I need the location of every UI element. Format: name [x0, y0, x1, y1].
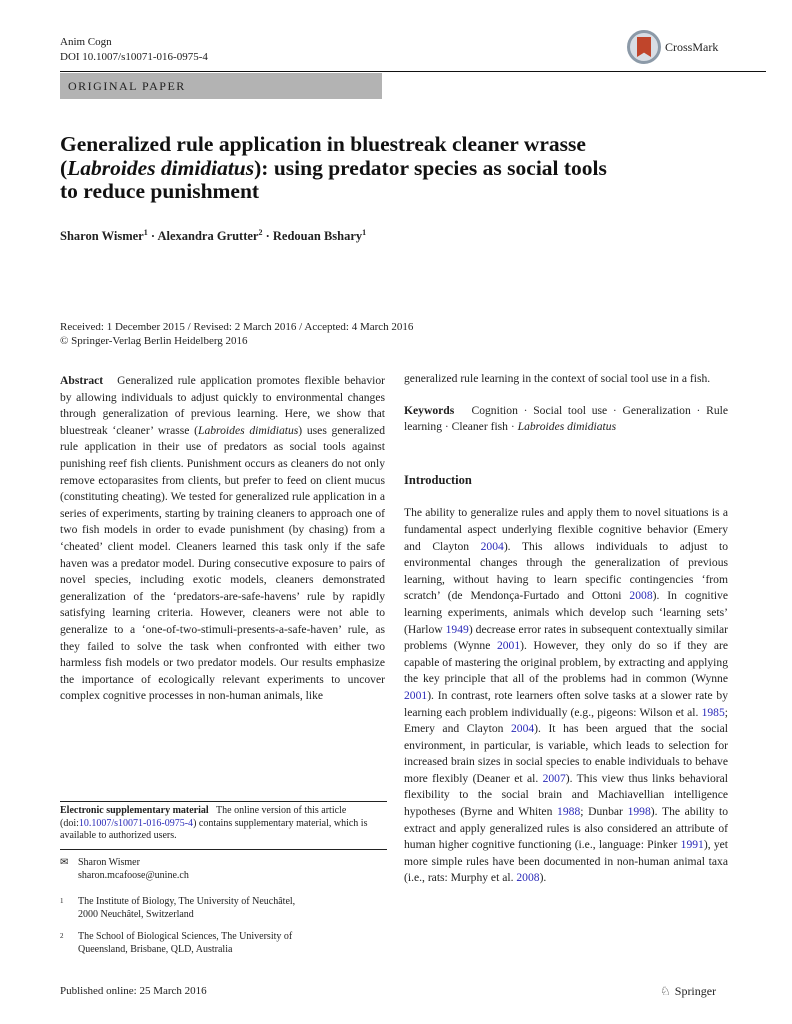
dates-line: Received: 1 December 2015 / Revised: 2 March 2016 / Accepted: 4 March 2016 [60, 321, 414, 333]
publisher-logo [660, 984, 716, 999]
corresponding-author: ✉ Sharon Wismer sharon.mcafoose@unine.ch [60, 857, 189, 881]
citation-link[interactable]: 2001 [404, 688, 428, 702]
keywords-label: Keywords [404, 403, 455, 417]
citation-link[interactable]: 1998 [627, 805, 651, 819]
supplementary-doi-link[interactable]: 10.1007/s10071-016-0975-4 [78, 817, 194, 829]
abstract: Abstract Generalized rule application promotes flexible behavior by allowing individuals to adjust quickly to environmental changes through generalization of previous learning. Here, we show that bluestreak ‘cleaner’ wrasse (Labroides dimidiatus) uses generalized rule application in their use of predators as social tools against punishing reef fish clients. Punishment occurs as cleaners do not only remove ectoparasites from clients, but prefer to feed on client mucus (constituting cheating). We tested for generalized rule application in a series of experiments, starting by training cleaners to approach one of two fish models in order to evade punishment (by chasing) from a ‘cheated’ client model. Cleaners learned this task only if the safe haven was a predator model. During consecutive exposure to pairs of novel species, including exotic models, cleaners demonstrated generalization of the ‘predators-are-safe-havens’ rule by rapidly satisfying learning criteria. However, cleaners were not able to generalize to a ‘one-of-two-stimuli-presents-a-safe-haven’ rule, as they failed to solve the task when confronted with either two harmless fish models or two predator models. Our results emphasize the importance of ecologically relevant experiments to uncover complex cognitive processes in non-human animals, like [60, 374, 385, 703]
crossmark-badge[interactable] [627, 30, 718, 64]
abstract-label: Abstract [60, 374, 104, 387]
published-online: Published online: 25 March 2016 [60, 985, 207, 997]
title-species: Labroides dimidiatus [67, 155, 255, 180]
citation-link[interactable]: 2008 [629, 589, 653, 603]
envelope-icon: ✉ [60, 857, 69, 868]
citation-link[interactable]: 2001 [496, 639, 521, 653]
article-history [60, 320, 413, 348]
email-link[interactable]: sharon.mcafoose@unine.ch [78, 870, 189, 881]
springer-horse-icon: ♘ [660, 984, 671, 998]
copyright-line: © Springer-Verlag Berlin Heidelberg 2016 [60, 335, 248, 347]
affiliation-1: 1 The Institute of Biology, The University of Neuchâtel, 2000 Neuchâtel, Switzerland [60, 896, 296, 920]
doi: DOI 10.1007/s10071-016-0975-4 [60, 51, 208, 63]
citation-link[interactable]: 1991 [680, 838, 704, 852]
author-link[interactable]: Alexandra Grutter$^2$ [157, 228, 263, 244]
author-link[interactable]: Sharon Wismer$^1$ [60, 228, 148, 244]
citation-link[interactable]: 2007 [542, 771, 566, 785]
author-link[interactable]: Redouan Bshary$^1$ [272, 228, 367, 244]
journal-header [60, 35, 208, 65]
affiliation-2: 2 The School of Biological Sciences, The University of Queensland, Brisbane, QLD, Australia [60, 931, 293, 955]
right-column [404, 371, 728, 887]
citation-link[interactable]: 2008 [516, 871, 540, 885]
crossmark-icon [627, 30, 661, 64]
citation-link[interactable]: 2004 [510, 722, 535, 736]
supplementary-material-note: Electronic supplementary material The online version of this article (doi:10.1007/s10071-016-0975-4) contains supplementary material, which is available to authorized users. [60, 805, 368, 841]
citation-link[interactable]: 1949 [445, 622, 469, 636]
author-list: Sharon Wismer$^1$ · Alexandra Grutter$^2$ · Redouan Bshary$^1$ [60, 228, 367, 244]
header-rule [60, 71, 766, 72]
citation-link[interactable]: 1985 [701, 705, 725, 719]
introduction-paragraph: The ability to generalize rules and apply them to novel situations is a fundamental aspect underlying flexible cognitive behavior (Emery and Clayton 2004). This allows individuals to adjust to environmental changes through the generalization of previous learning, without having to learn specific contingencies ‘from scratch’ (de Mendonça-Furtado and Ottoni 2008). In cognitive learning experiments, animals which develop such ‘learning sets’ (Harlow 1949) decrease error rates in subsequent contextually similar problems (Wynne 2001). However, they only do so if they are capable of mastering the original problem, by extracting and applying the key principle that all of the problems had in common (Wynne 2001). In contrast, rote learners often solve tasks at a slower rate by learning each problem individually (e.g., pigeons: Wilson et al. 1985; Emery and Clayton 2004). It has been argued that the social environment, in particular, is variable, which leads to selection for increased brain sizes in social species to enable individuals to behave more flexibly (Deaner et al. 2007). This view thus links behavioral flexibility to the social brain and Machiavellian intelligence hypotheses (Byrne and Whiten 1988; Dunbar 1998). The ability to extract and apply generalized rules is also considered an attribute of human higher cognitive functioning (i.e., language: Pinker 1991), yet more simple rules have been documented in non-human animal taxa (i.e., rats: Murphy et al. 2008). [404, 506, 729, 885]
citation-link[interactable]: 1988 [557, 805, 581, 819]
abstract-continuation: generalized rule learning in the context of social tool use in a fish. [404, 372, 711, 385]
section-heading-introduction: Introduction [404, 472, 472, 487]
crossmark-label: CrossMark [665, 39, 719, 54]
footnote-rule [60, 801, 387, 802]
journal-name: Anim Cogn [60, 36, 112, 48]
citation-link[interactable]: 2004 [480, 539, 504, 553]
footnote-rule [60, 849, 387, 850]
publisher-name: Springer [674, 984, 717, 998]
article-title: Generalized rule application in bluestreak cleaner wrasse (Labroides dimidiatus): using predator species as social tools to reduce punishment [60, 132, 607, 203]
paper-type-band: ORIGINAL PAPER [60, 73, 382, 99]
keywords: Keywords Cognition · Social tool use · Generalization · Rule learning · Cleaner fish · Labroides dimidiatus [404, 403, 728, 434]
